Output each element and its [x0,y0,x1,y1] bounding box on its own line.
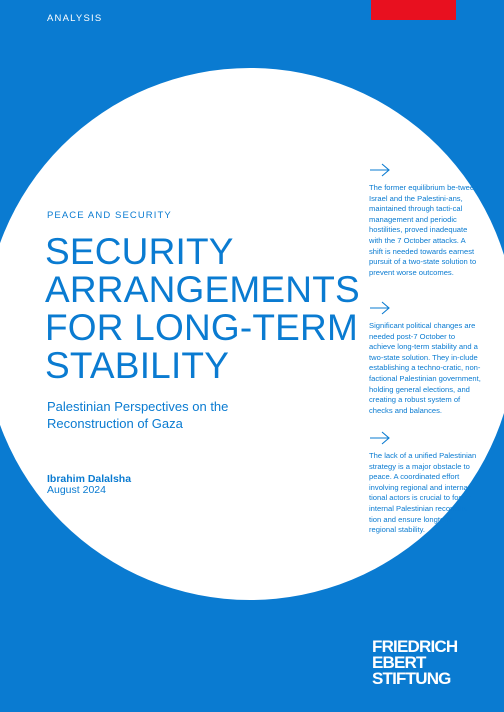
fes-logo [372,639,482,687]
key-point [369,431,481,536]
title-line: STABILITY [45,345,230,386]
subtitle: Palestinian Perspectives on the Reconstruction of Gaza [47,399,229,431]
page-title [45,231,360,386]
series-label: ANALYSIS [47,13,103,24]
title-line: FOR LONG-TERM [45,307,358,348]
logo-line: EBERT [372,653,426,672]
key-point-text: Significant political changes are needed post-7 October to achieve long-term stability and a two-state solution. They in-clude establishing a techno-cratic, non-factional Palestinian government, holding general elections, and creating a robust system of checks and balances. [369,321,481,415]
key-point [369,301,481,416]
logo-line: FRIEDRICH [372,637,458,656]
key-point-text: The former equilibrium be-tween Israel and the Palestini-ans, maintained through tacti-cal management and periodic hostilities, proved inadequate with the 7 October attacks. A shift is needed towards earnest pursuit of a two-state solution to prevent worse outcomes. [369,183,479,277]
key-point-text: The lack of a unified Palestinian strategy is a major obstacle to peace. A coordinated effort involving regional and interna-tional actors is crucial to foster internal Palestinian reconcilia-tion and ensure longterm regional stability. [369,451,477,535]
topic-kicker: PEACE AND SECURITY [47,210,172,221]
author-name: Ibrahim Dalalsha [47,473,132,485]
key-point [369,163,481,278]
title-line: SECURITY [45,231,234,272]
arrow-right-icon [369,163,391,177]
logo-line: STIFTUNG [372,669,451,688]
arrow-right-icon [369,301,391,315]
title-line: ARRANGEMENTS [45,269,360,310]
publication-date: August 2024 [47,484,106,496]
arrow-right-icon [369,431,391,445]
